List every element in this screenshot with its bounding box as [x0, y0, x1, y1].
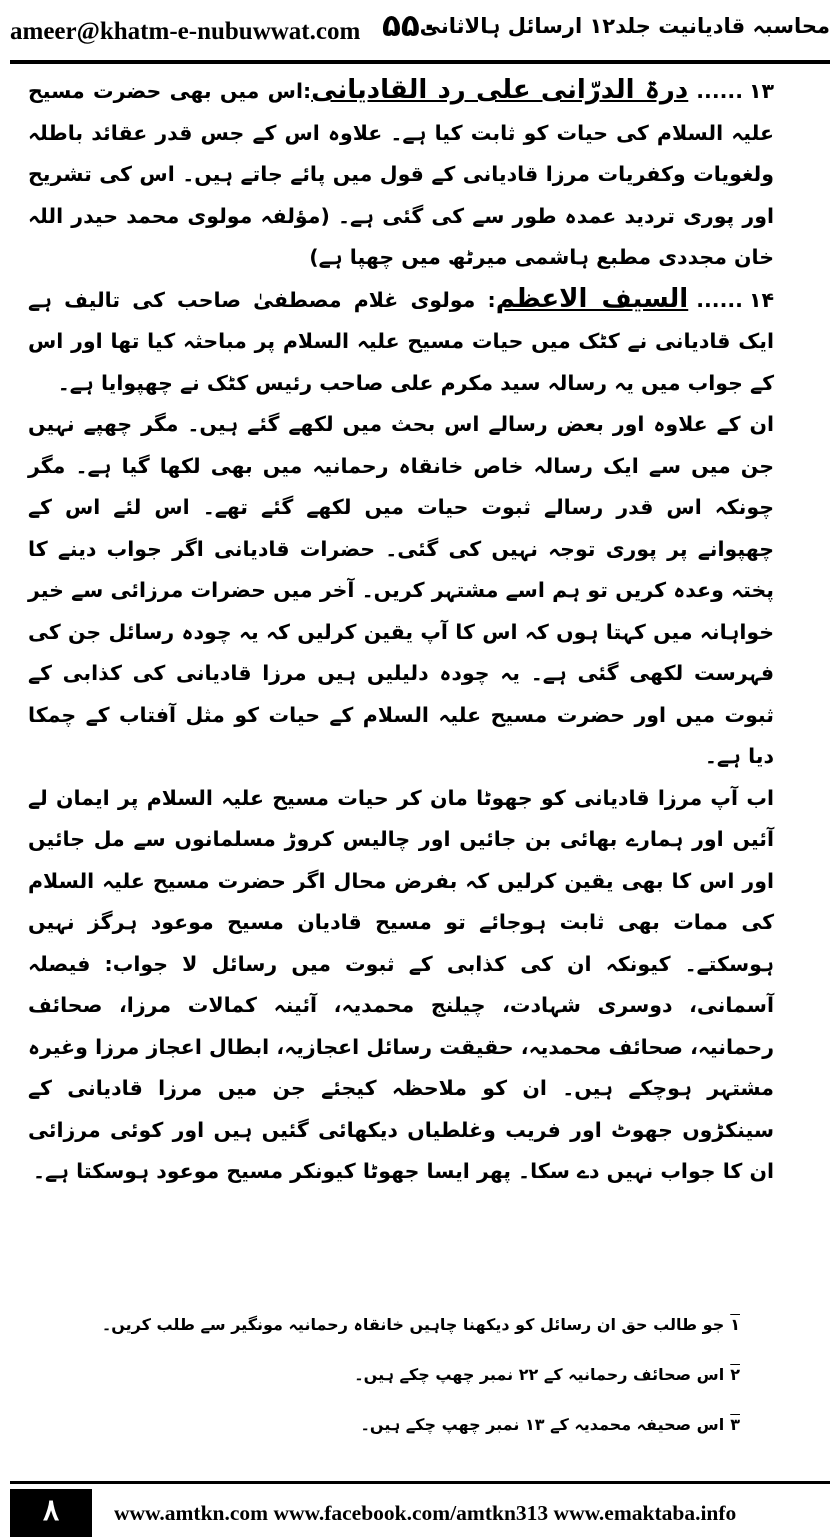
- paragraph-appeal: اب آپ مرزا قادیانی کو جھوٹا مان کر حیات مسیح علیہ السلام پر ایمان لے آئیں اور ہمارے بھائی بن جائیں اور چالیس کروڑ مسلمانوں سے مل جائیں اور اس کا بھی یقین کرلیں کہ بفرض محال اگر حضرت مسیح علیہ السلام کی ممات بھی ثابت ہوجائے تو مسیح قادیان مسیح موعود ہرگز نہیں ہوسکتے۔ کیونکہ ان کی کذابی کے ثبوت میں رسائل لا جواب: فیصلہ آسمانی، دوسری شہادت، چیلنج محمدیہ، آئینہ کمالات مرزا، صحائف رحمانیہ، صحائف محمدیہ، حقیقت رسائل اعجازیہ، ابطال اعجاز مرزا وغیرہ مشتہر ہوچکے ہیں۔ ان کو ملاحظہ کیجئے جن میں مرزا قادیانی کے سینکڑوں جھوٹ اور فریب وغلطیاں دیکھائی گئیں ہیں اور کوئی مرزائی ان کا جواب نہیں دے سکا۔ پھر ایسا جھوٹا کیونکر مسیح موعود ہوسکتا ہے۔: [28, 785, 774, 1183]
- item-dots: ......: [696, 79, 743, 103]
- paragraph-14: [28, 279, 812, 405]
- paragraph-13: [28, 70, 812, 279]
- item-number: ۱۳: [748, 79, 775, 103]
- paragraph-other-books: ان کے علاوہ اور بعض رسالے اس بحث میں لکھے گئے ہیں۔ مگر چھپے نہیں جن میں سے ایک رسالہ خاص خانقاہ رحمانیہ میں بھی لکھا گیا ہے۔ مگر چونکہ اس قدر رسالے ثبوت حیات میں لکھے گئے تھے۔ اس لئے اس کے چھپوانے پر پوری توجہ نہیں کی گئی۔ حضرات قادیانی اگر جواب دینے کا پختہ وعدہ کریں تو ہم اسے مشتہر کریں۔ آخر میں حضرات مرزائی سے خیر خواہانہ میں کہتا ہوں کہ اس کا آپ یقین کرلیں کہ یہ چودہ رسائل جن کی فہرست لکھی گئی ہے۔ یہ چودہ دلیلیں ہیں مرزا قادیانی کی کذابی کے ثبوت میں اور حضرت مسیح علیہ السلام کے حیات کو مثل آفتاب کے چمکا دیا ہے۔: [28, 412, 774, 768]
- page-header: [0, 0, 840, 68]
- main-text: [28, 70, 812, 1193]
- footnote-item: [101, 1300, 740, 1350]
- item-title: درۃ الدرّانی علی رد القادیانی: [311, 75, 689, 105]
- footnote-number: ۱: [730, 1315, 740, 1334]
- footnote-text: جو طالب حق ان رسائل کو دیکھنا چاہیں خانقاہ رحمانیہ مونگیر سے طلب کریں۔: [101, 1315, 725, 1334]
- item-dots: ......: [696, 287, 743, 312]
- item-number: ۱۴: [748, 287, 774, 312]
- footnote-item: [120, 1350, 740, 1400]
- footnote-text: اس صحیفہ محمدیہ کے ۱۳ نمبر چھپ چکے ہیں۔: [360, 1415, 725, 1434]
- footnote-number: ۳: [730, 1415, 740, 1434]
- footnote-number: ۲: [730, 1365, 740, 1384]
- header-email: ameer@khatm-e-nubuwwat.com: [10, 18, 361, 45]
- footer-links: www.amtkn.com www.facebook.com/amtkn313 www.emaktaba.info: [114, 1501, 737, 1525]
- header-rule: [10, 60, 830, 64]
- footnote-item: [120, 1400, 740, 1450]
- footnotes: [101, 1300, 740, 1450]
- page-number: ۵۵۰: [382, 8, 439, 44]
- footer-page-number: ۸: [10, 1489, 92, 1537]
- page-footer: [0, 1481, 840, 1540]
- item-text: :اس میں بھی حضرت مسیح علیہ السلام کی حیات کو ثابت کیا ہے۔ علاوہ اس کے جس قدر عقائد باطلہ ولغویات وکفریات مرزا قادیانی کے قول میں پائے جاتے ہیں۔ اس کی تشریح اور پوری تردید عمدہ طور سے کی گئی ہے۔ (مؤلفہ مولوی محمد حیدر اللہ خان مجددی مطبع ہاشمی میرٹھ میں چھپا ہے): [28, 79, 774, 269]
- footnote-text: اس صحائف رحمانیہ کے ۲۲ نمبر چھپ چکے ہیں۔: [354, 1365, 725, 1384]
- book-title: محاسبہ قادیانیت جلد۱۲ ارسائل ہالاثانی: [419, 14, 830, 38]
- footer-rule: [10, 1481, 830, 1484]
- item-text: : مولوی غلام مصطفیٰ صاحب کی تالیف ہے ایک قادیانی نے کٹک میں حیات مسیح علیہ السلام پر مباحثہ کیا تھا اور اس کے جواب میں یہ رسالہ سید مکرم علی صاحب رئیس کٹک نے چھپوایا ہے۔: [28, 287, 774, 395]
- item-title: السیف الاعظم: [495, 283, 689, 314]
